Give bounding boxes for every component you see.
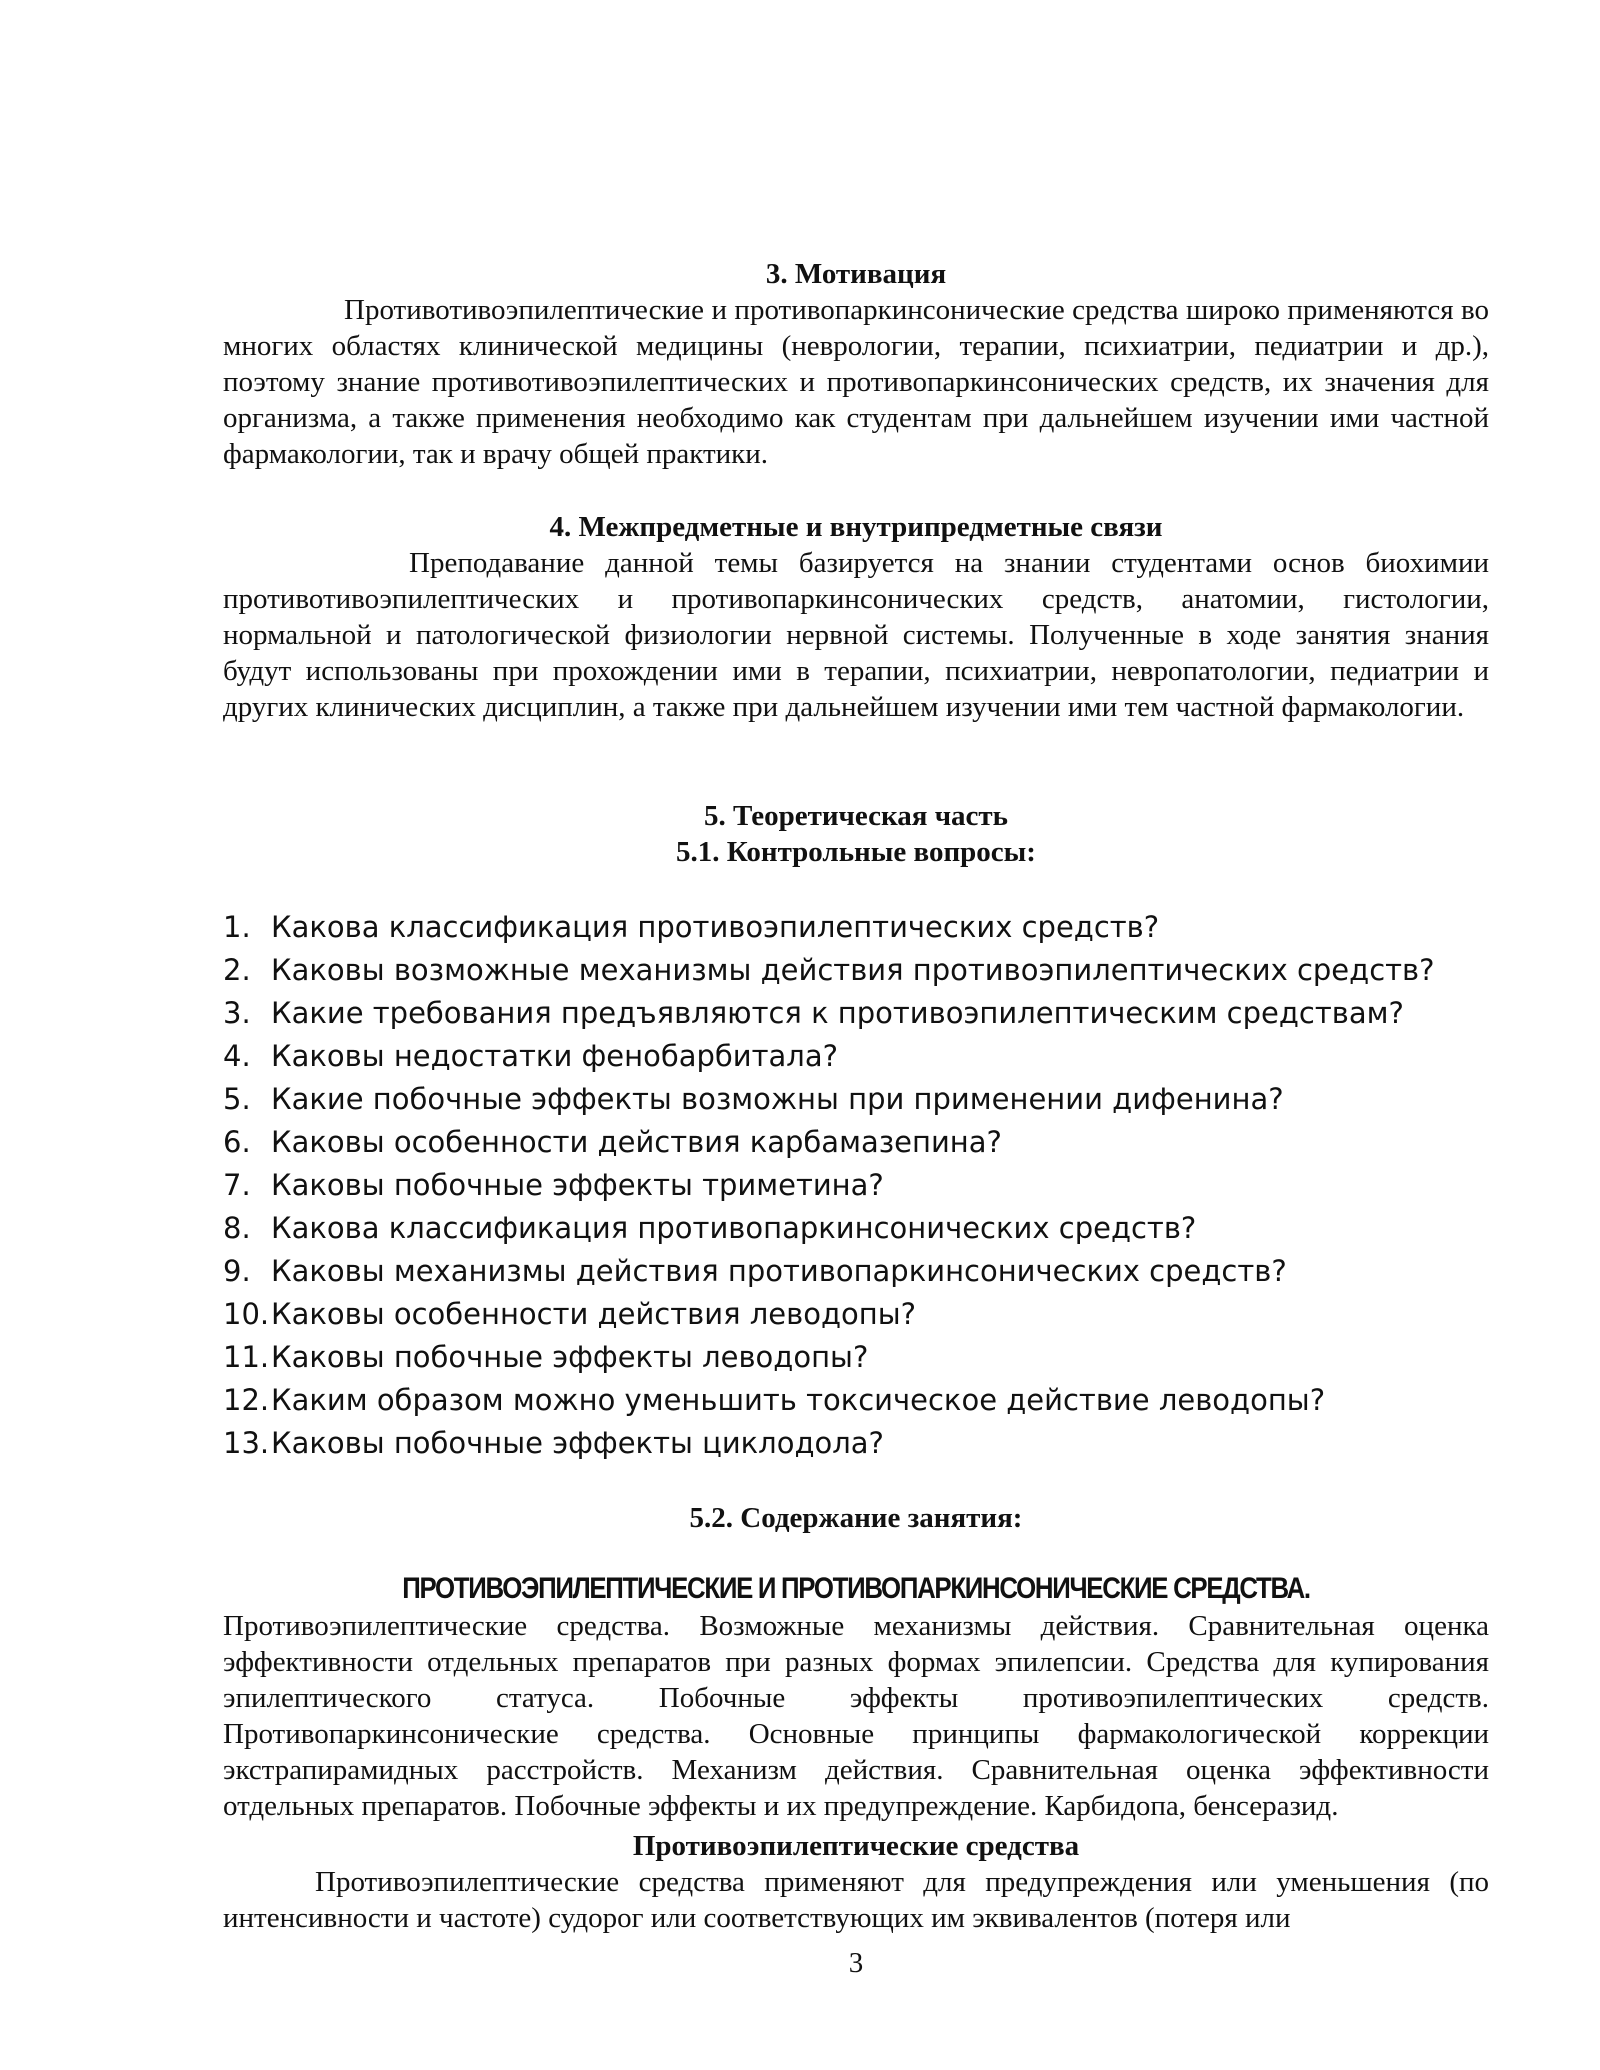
list-item-text: Каковы побочные эффекты леводопы? [271,1340,869,1374]
list-item [223,1379,1489,1422]
list-item [223,1078,1489,1121]
list-item [223,1164,1489,1207]
section-heading-antiepileptic: Противоэпилептические средства [632,1830,1080,1862]
list-item-text: Каковы побочные эффекты триметина? [271,1168,884,1202]
list-item-number: 1. [223,910,251,944]
list-item-number: 10. [223,1297,270,1331]
list-item [223,1121,1489,1164]
list-item [223,906,1489,949]
list-item-text: Какие требования предъявляются к противоэпилептическим средствам? [271,996,1404,1030]
list-item-number: 13. [223,1426,270,1460]
list-item-text: Какова классификация противопаркинсонических средств? [271,1211,1197,1245]
list-item [223,1250,1489,1293]
section-heading-links: 4. Межпредметные и внутрипредметные связи [549,511,1163,543]
list-item-text: Каковы особенности действия карбамазепина? [271,1125,1002,1159]
list-item [223,1207,1489,1250]
links-paragraph: Преподавание данной темы базируется на знании студентами основ биохимии противотивоэпилептических и противопаркинсонических средств, анатомии, гистологии, нормальной и патологической физиологии нервной системы. Полученные в ходе занятия знания будут использованы при прохождении ими в терапии, психиатрии, невропатологии, педиатрии и других клинических дисциплин, а также при дальнейшем изучении ими тем частной фармакологии. [223,547,1489,723]
list-item [223,1336,1489,1379]
list-item-number: 6. [223,1125,251,1159]
list-item-number: 12. [223,1383,270,1417]
list-item [223,949,1489,992]
page-number: 3 [848,1947,864,1979]
list-item [223,1035,1489,1078]
list-item [223,1293,1489,1336]
list-item-number: 7. [223,1168,251,1202]
antiepileptic-paragraph: Противоэпилептические средства применяют для предупреждения или уменьшения (по интенсивности и частоте) судорог или соответствующих им эквивалентов (потеря или [223,1866,1489,1934]
list-item-text: Каковы побочные эффекты циклодола? [271,1426,884,1460]
list-item-number: 11. [223,1340,270,1374]
section-heading-motivation: 3. Мотивация [765,258,947,290]
motivation-paragraph: Противотивоэпилептические и противопаркинсонические средства широко применяются во многих областях клинической медицины (неврологии, терапии, психиатрии, педиатрии и др.), поэтому знание противотивоэпилептических и противопаркинсонических средств, их значения для организма, а также применения необходимо как студентам при дальнейшем изучении ими частной фармакологии, так и врачу общей практики. [223,294,1489,470]
subsection-heading-content: 5.2. Содержание занятия: [689,1502,1023,1534]
list-item-text: Каковы недостатки фенобарбитала? [271,1039,839,1073]
list-item-text: Каковы механизмы действия противопаркинсонических средств? [271,1254,1287,1288]
list-item-number: 4. [223,1039,251,1073]
topic-title: ПРОТИВОЭПИЛЕПТИЧЕСКИЕ И ПРОТИВОПАРКИНСОНИЧЕСКИЕ СРЕДСТВА. [402,1572,1310,1605]
list-item-number: 9. [223,1254,251,1288]
content-paragraph: Противоэпилептические средства. Возможные механизмы действия. Сравнительная оценка эффективности отдельных препаратов при разных формах эпилепсии. Средства для купирования эпилептического статуса. Побочные эффекты противоэпилептических средств. Противопаркинсонические средства. Основные принципы фармакологической коррекции экстрапирамидных расстройств. Механизм действия. Сравнительная оценка эффективности отдельных препаратов. Побочные эффекты и их предупреждение. Карбидопа, бенсеразид. [223,1610,1489,1822]
subsection-heading-questions: 5.1. Контрольные вопросы: [676,836,1036,868]
list-item-number: 2. [223,953,251,987]
list-item-text: Каковы возможные механизмы действия противоэпилептических средств? [271,953,1435,987]
list-item-text: Каковы особенности действия леводопы? [271,1297,916,1331]
list-item-number: 3. [223,996,251,1030]
list-item-text: Каким образом можно уменьшить токсическое действие леводопы? [271,1383,1326,1417]
section-heading-theory: 5. Теоретическая часть [703,800,1009,832]
list-item-text: Какие побочные эффекты возможны при применении дифенина? [271,1082,1284,1116]
list-item [223,992,1489,1035]
list-item [223,1422,1489,1465]
control-questions-list [223,906,1489,1465]
list-item-number: 8. [223,1211,251,1245]
list-item-number: 5. [223,1082,251,1116]
list-item-text: Какова классификация противоэпилептических средств? [271,910,1160,944]
